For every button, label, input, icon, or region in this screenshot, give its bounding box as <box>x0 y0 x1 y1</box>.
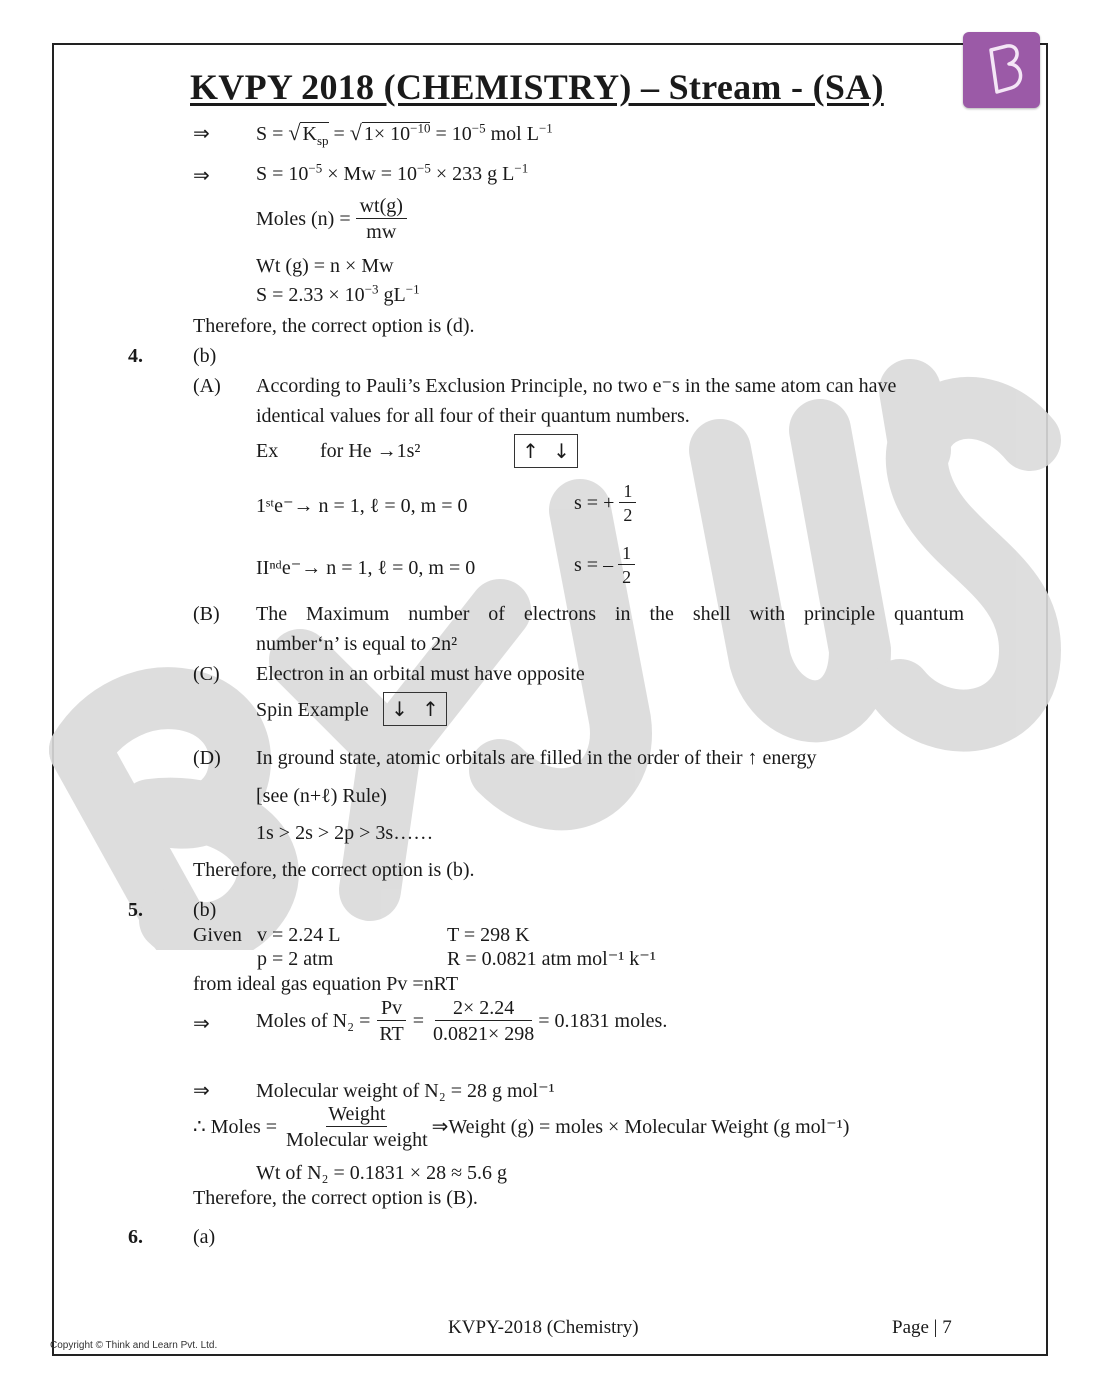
orbital-box <box>514 434 578 468</box>
aufbau-text: In ground state, atomic orbitals are filled in the order of their ↑ energy <box>256 747 817 769</box>
first-electron-quantum: 1ˢᵗe⁻→ n = 1, ℓ = 0, m = 0 <box>256 495 468 517</box>
page-number: Page | 7 <box>892 1317 952 1338</box>
option-label: (B) <box>193 603 220 625</box>
pauli-text: identical values for all four of their quantum numbers. <box>256 405 690 427</box>
copyright-notice: Copyright © Think and Learn Pvt. Ltd. <box>50 1340 218 1351</box>
gas-constant-value: R = 0.0821 atm mol⁻¹ k⁻¹ <box>447 948 656 970</box>
q5-conclusion: Therefore, the correct option is (B). <box>193 1187 478 1209</box>
question-number: 6. <box>128 1226 143 1248</box>
pressure-value: p = 2 atm <box>257 948 334 970</box>
orbital-box <box>383 692 447 726</box>
second-electron-quantum: IIⁿᵈe⁻→ n = 1, ℓ = 0, m = 0 <box>256 557 476 579</box>
option-label: (D) <box>193 747 221 769</box>
moles-weight-formula: ∴ Moles = $\frac{\text{Weight}}{\text{Molecular weight}}$ ⇒Weight (g) = moles × Molecular Weight (g mol⁻¹) <box>193 1103 850 1151</box>
option-label: (A) <box>193 375 221 397</box>
spin-down-icon: ↓ <box>553 439 570 463</box>
helium-config: for He →1s² <box>320 440 421 462</box>
volume-value: v = 2.24 L <box>257 924 341 946</box>
solubility-grams: $S = 10^{-5} \times Mw = 10^{-5} \times 233$ g $L^{-1}$ <box>256 160 529 185</box>
solubility-formula: S = √ $K_{sp}$ = √ $1\times 10^{-10} = 10^{-5}$ mol $L^{-1}$ <box>256 120 553 148</box>
question-number: 4. <box>128 345 143 367</box>
spin-example-label: Spin Example <box>256 699 369 721</box>
pauli-text: According to Pauli’s Exclusion Principle, no two e⁻s in the same atom can have <box>256 375 897 397</box>
n-l-rule: [see (n+ℓ) Rule) <box>256 785 387 807</box>
implies-arrow: ⇒ <box>193 1080 210 1102</box>
byjus-logo <box>963 32 1040 108</box>
q4-conclusion: Therefore, the correct option is (b). <box>193 859 475 881</box>
question-number: 5. <box>128 899 143 921</box>
temperature-value: T = 298 K <box>447 924 530 946</box>
ideal-gas-text: from ideal gas equation Pv =nRT <box>193 973 459 995</box>
implies-arrow: ⇒ <box>193 123 210 145</box>
spin-up-icon: ↑ <box>422 697 439 721</box>
option-label: (C) <box>193 663 220 685</box>
max-electrons-text: number‘n’ is equal to 2n² <box>256 633 458 655</box>
moles-formula: Moles (n) = $\frac{wt(g)}{mw}$ <box>256 196 407 242</box>
spin-minus-half: s = – $\frac{1}{2}$ <box>574 544 635 586</box>
moles-n2-formula: Moles of N₂ = $\frac{Pv}{RT}$ = $\frac{2\times 2.24}{0.0821\times 298}$ = 0.1831 moles. <box>256 997 668 1045</box>
implies-arrow: ⇒ <box>193 165 210 187</box>
answer-option: (a) <box>193 1226 216 1248</box>
weight-formula: Wt (g) = n × Mw <box>256 255 394 277</box>
footer-title: KVPY-2018 (Chemistry) <box>448 1317 639 1338</box>
solubility-result: $S = 2.33 \times 10^{-3}$ $gL^{-1}$ <box>256 281 420 306</box>
given-label: Given <box>193 924 242 946</box>
example-label: Ex <box>256 440 279 462</box>
page-border <box>52 43 1048 1356</box>
q3-conclusion: Therefore, the correct option is (d). <box>193 315 475 337</box>
page-title: KVPY 2018 (CHEMISTRY) – Stream - (SA) <box>190 67 884 107</box>
spin-plus-half: s = + $\frac{1}{2}$ <box>574 482 636 524</box>
spin-down-icon: ↓ <box>391 697 408 721</box>
orbital-order: 1s > 2s > 2p > 3s…… <box>256 822 434 844</box>
spin-up-icon: ↑ <box>522 439 539 463</box>
molecular-weight-text: Molecular weight of N₂ = 28 g mol⁻¹ <box>256 1080 555 1102</box>
answer-option: (b) <box>193 899 217 921</box>
answer-option: (b) <box>193 345 217 367</box>
implies-arrow: ⇒ <box>193 1013 210 1035</box>
max-electrons-text: The Maximum number of electrons in the shell with principle quantum <box>256 603 964 625</box>
opposite-spin-text: Electron in an orbital must have opposite <box>256 663 585 685</box>
b-letter-icon <box>963 32 1040 108</box>
weight-n2-result: Wt of N₂ = 0.1831 × 28 ≈ 5.6 g <box>256 1162 508 1184</box>
